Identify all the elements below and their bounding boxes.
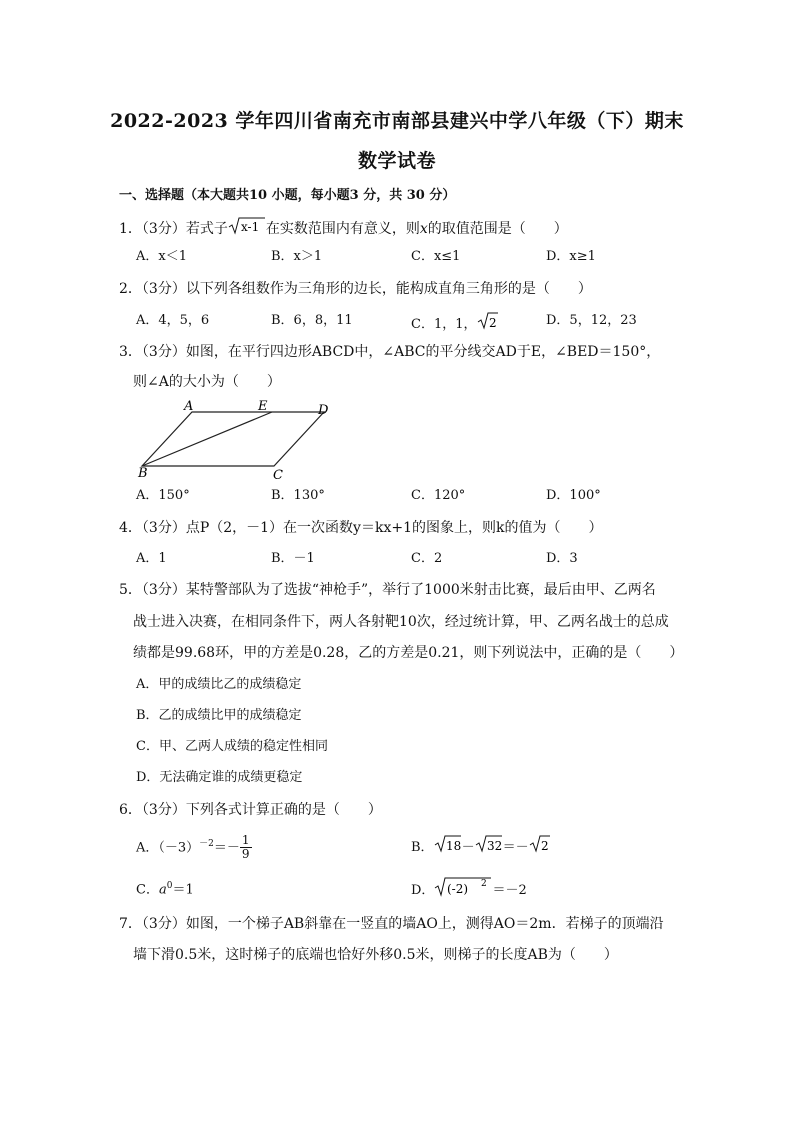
parallelogram-abcd xyxy=(142,412,324,466)
q3-option-d: D．100° xyxy=(546,488,601,503)
q4-option-b: B．－1 xyxy=(271,551,315,566)
q6-d-exponent: 2 xyxy=(481,879,488,889)
question-7-line2: 墙下滑0.5米，这时梯子的底端也恰好外移0.5米，则梯子的长度AB为（ ） xyxy=(133,947,618,963)
q5-option-a: A．甲的成绩比乙的成绩稳定 xyxy=(136,677,302,692)
label-a: A xyxy=(184,399,194,414)
q2-option-a: A．4，5，6 xyxy=(136,313,210,328)
q1-text-post2: 的取值范围是（ ） xyxy=(427,221,568,237)
q6-option-a-base: A．（－3） xyxy=(136,840,200,856)
q3-option-b: B．130° xyxy=(271,488,325,503)
parallelogram-figure xyxy=(134,398,334,480)
sqrt-symbol xyxy=(529,834,551,861)
label-b: B xyxy=(138,466,148,480)
q5-option-c: C．甲、乙两人成绩的稳定性相同 xyxy=(136,739,328,754)
q1-text-pre: 1．（3分）若式子 xyxy=(119,221,228,237)
q3-option-c: C．120° xyxy=(411,488,466,503)
label-c: C xyxy=(273,468,283,480)
sqrt-symbol xyxy=(434,834,462,861)
question-5-line3: 绩都是99.68环，甲的方差是0.28，乙的方差是0.21，则下列说法中，正确的是（ ） xyxy=(133,645,684,661)
q1-option-d: D．x≥1 xyxy=(546,249,596,264)
q6-d-radicand: (-2) xyxy=(447,882,469,896)
q6-option-c xyxy=(136,876,194,900)
q6-option-a-eq: ＝－ xyxy=(213,840,240,856)
q6-b-radicand-2: 32 xyxy=(486,839,502,853)
q6-option-c-post: ＝1 xyxy=(172,882,194,898)
question-2: 2．（3分）以下列各组数作为三角形的边长，能构成直角三角形的是（ ） xyxy=(119,281,592,297)
q6-option-b-label: B． xyxy=(411,840,434,855)
q2-option-d: D．5，12，23 xyxy=(546,313,637,328)
fraction xyxy=(240,834,252,861)
sqrt-symbol xyxy=(477,311,499,338)
q6-option-c-base: a xyxy=(158,882,167,898)
q6-option-d-post: ＝－2 xyxy=(492,883,527,898)
sqrt-symbol xyxy=(228,216,266,242)
sqrt-symbol xyxy=(475,834,503,861)
sqrt-symbol xyxy=(434,876,492,905)
q1-radicand: x-1 xyxy=(240,220,260,234)
q4-option-c: C．2 xyxy=(411,551,443,566)
q1-text-post: 在实数范围内有意义，则 xyxy=(265,221,420,237)
q4-option-d: D．3 xyxy=(546,551,578,566)
q6-option-b xyxy=(411,834,551,861)
q5-option-d: D．无法确定谁的成绩更稳定 xyxy=(136,770,303,785)
q1-var: x xyxy=(419,221,428,237)
q3-option-a: A．150° xyxy=(136,488,190,503)
q2-option-c-text: C．1，1， xyxy=(411,317,477,332)
exam-title-line1: 2022-2023 学年四川省南充市南部县建兴中学八年级（下）期末 xyxy=(110,110,684,132)
question-3-line2: 则∠A的大小为（ ） xyxy=(133,374,281,390)
q6-option-b-eq: ＝－ xyxy=(502,840,529,855)
q6-option-b-minus: － xyxy=(461,840,475,855)
q6-option-a-exp: －2 xyxy=(199,839,214,849)
q4-option-a: A．1 xyxy=(136,551,167,566)
q6-option-d xyxy=(411,876,527,905)
question-4: 4．（3分）点P（2，－1）在一次函数y＝kx+1的图象上，则k的值为（ ） xyxy=(119,520,603,536)
q2-option-c xyxy=(411,311,499,338)
q5-option-b: B．乙的成绩比甲的成绩稳定 xyxy=(136,708,302,723)
question-5-line2: 战士进入决赛，在相同条件下，两人各射靶10次，经过统计算，甲、乙两名战士的总成 xyxy=(133,614,669,630)
q6-b-radicand-3: 2 xyxy=(540,839,549,853)
label-d: D xyxy=(318,403,329,418)
q2-option-b: B．6，8，11 xyxy=(271,313,353,328)
question-6: 6．（3分）下列各式计算正确的是（ ） xyxy=(119,802,382,818)
question-1 xyxy=(119,216,568,242)
q1-option-a: A．x＜1 xyxy=(136,249,187,264)
section-heading: 一、选择题（本大题共10 小题，每小题3 分，共 30 分） xyxy=(119,188,456,203)
q6-option-a xyxy=(136,834,252,861)
q2-radicand: 2 xyxy=(488,316,497,330)
label-e: E xyxy=(258,399,268,414)
question-5-line1: 5．（3分）某特警部队为了选拔“神枪手”，举行了1000米射击比赛，最后由甲、乙两名 xyxy=(119,582,656,598)
q6-b-radicand-1: 18 xyxy=(445,839,461,853)
question-3-line1: 3．（3分）如图，在平行四边形ABCD中，∠ABC的平分线交AD于E，∠BED＝150°， xyxy=(119,344,661,360)
fraction-denominator: 9 xyxy=(241,847,250,862)
fraction-numerator: 1 xyxy=(241,833,250,848)
q6-option-c-label: C． xyxy=(136,882,159,898)
exam-title-line2: 数学试卷 xyxy=(357,150,436,172)
q6-option-c-exp: 0 xyxy=(166,881,173,891)
q1-option-c: C．x≤1 xyxy=(411,249,461,264)
q6-option-d-label: D． xyxy=(411,883,435,898)
segment-be xyxy=(142,412,272,466)
question-7-line1: 7．（3分）如图，一个梯子AB斜靠在一竖直的墙AO上，测得AO＝2m．若梯子的顶端沿 xyxy=(119,916,664,932)
q1-option-b: B．x＞1 xyxy=(271,249,323,264)
